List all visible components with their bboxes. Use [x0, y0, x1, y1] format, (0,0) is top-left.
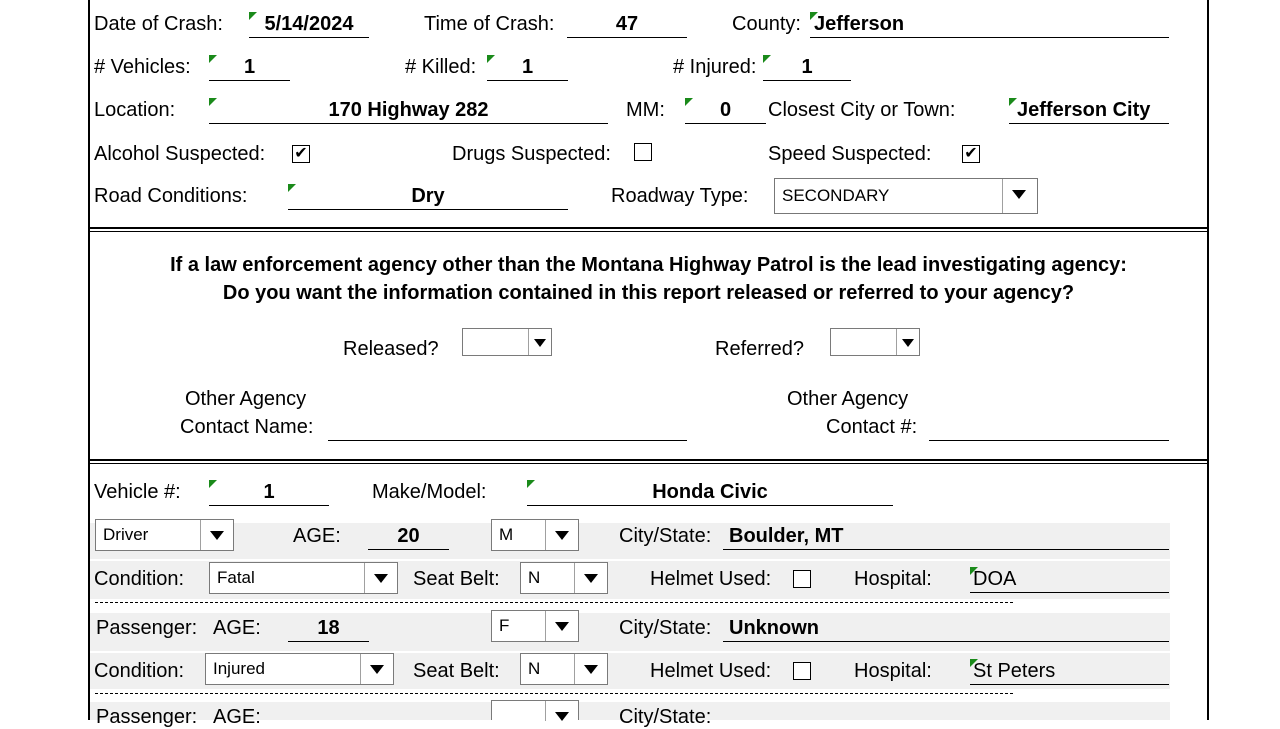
occupant-divider	[95, 602, 1013, 603]
occupant-divider	[95, 693, 1013, 694]
hospital-label: Hospital:	[854, 568, 932, 590]
vehicle-number-label: Vehicle #:	[94, 481, 181, 503]
released-label: Released?	[343, 338, 439, 360]
chevron-down-icon[interactable]	[574, 654, 607, 684]
chevron-down-icon[interactable]	[896, 329, 919, 355]
referred-select[interactable]	[830, 328, 920, 356]
condition-label: Condition:	[94, 568, 185, 590]
contact-name-label-line-2: Contact Name:	[180, 416, 314, 438]
contact-number-label-line-1: Other Agency	[787, 388, 909, 410]
occupant-role-select[interactable]: Driver	[95, 519, 234, 551]
mm-label: MM:	[626, 99, 665, 121]
closest-city-label: Closest City or Town:	[768, 99, 956, 121]
city-state-label: City/State:	[619, 706, 712, 728]
contact-number-label-line-2: Contact #:	[826, 416, 918, 438]
chevron-down-icon[interactable]	[528, 329, 551, 355]
hospital-field[interactable]: DOA	[970, 567, 1169, 593]
chevron-down-icon[interactable]	[364, 563, 397, 593]
condition-select[interactable]: Fatal	[209, 562, 398, 594]
alcohol-label: Alcohol Suspected:	[94, 143, 266, 165]
road-conditions-field[interactable]: Dry	[288, 184, 568, 210]
helmet-checkbox[interactable]	[793, 662, 811, 680]
speed-checkbox[interactable]: ✔	[962, 145, 980, 163]
alcohol-checkbox[interactable]: ✔	[292, 145, 310, 163]
helmet-checkbox[interactable]	[793, 570, 811, 588]
roadway-type-select[interactable]: SECONDARY	[774, 178, 1038, 214]
location-label: Location:	[94, 99, 176, 121]
form-frame-left	[88, 0, 90, 720]
section-divider	[88, 459, 1209, 464]
vehicles-label: # Vehicles:	[94, 56, 191, 78]
age-field[interactable]: 18	[288, 616, 369, 642]
killed-field[interactable]: 1	[487, 55, 568, 81]
passenger-label: Passenger:	[96, 617, 198, 639]
chevron-down-icon[interactable]	[360, 654, 393, 684]
make-model-field[interactable]: Honda Civic	[527, 480, 893, 506]
time-field[interactable]: 47	[567, 12, 687, 38]
county-field[interactable]: Jefferson	[810, 12, 1169, 38]
sex-select[interactable]	[491, 700, 579, 720]
date-field[interactable]: 5/14/2024	[249, 12, 369, 38]
helmet-label: Helmet Used:	[650, 660, 772, 682]
age-label: AGE:	[213, 617, 261, 639]
agency-question-line-2: Do you want the information contained in this report released or referred to your agency?	[222, 282, 1075, 304]
age-label: AGE:	[213, 706, 261, 728]
injured-label: # Injured:	[673, 56, 757, 78]
condition-label: Condition:	[94, 660, 185, 682]
contact-name-label-line-1: Other Agency	[185, 388, 307, 410]
released-select[interactable]	[462, 328, 552, 356]
helmet-label: Helmet Used:	[650, 568, 772, 590]
agency-question-line-1: If a law enforcement agency other than the Montana Highway Patrol is the lead investigating agency:	[170, 254, 1127, 276]
form-frame-right	[1207, 0, 1209, 720]
drugs-label: Drugs Suspected:	[452, 143, 611, 165]
age-field[interactable]: 20	[368, 524, 449, 550]
vehicle-number-field[interactable]: 1	[209, 480, 329, 506]
time-label: Time of Crash:	[424, 13, 555, 35]
chevron-down-icon[interactable]	[574, 563, 607, 593]
passenger-label: Passenger:	[96, 706, 198, 728]
contact-name-field[interactable]	[328, 415, 687, 441]
speed-label: Speed Suspected:	[768, 143, 932, 165]
condition-select[interactable]: Injured	[205, 653, 394, 685]
chevron-down-icon[interactable]	[545, 611, 578, 641]
sex-select[interactable]: F	[491, 610, 579, 642]
location-field[interactable]: 170 Highway 282	[209, 98, 608, 124]
seat-belt-select[interactable]: N	[520, 653, 608, 685]
seat-belt-select[interactable]: N	[520, 562, 608, 594]
closest-city-field[interactable]: Jefferson City	[1009, 98, 1169, 124]
hospital-label: Hospital:	[854, 660, 932, 682]
city-state-label: City/State:	[619, 525, 712, 547]
city-state-label: City/State:	[619, 617, 712, 639]
make-model-label: Make/Model:	[372, 481, 487, 503]
seat-belt-label: Seat Belt:	[413, 660, 500, 682]
injured-field[interactable]: 1	[763, 55, 851, 81]
age-label: AGE:	[293, 525, 341, 547]
chevron-down-icon[interactable]	[200, 520, 233, 550]
sex-select[interactable]: M	[491, 519, 579, 551]
referred-label: Referred?	[715, 338, 804, 360]
drugs-checkbox[interactable]	[634, 143, 652, 161]
hospital-field[interactable]: St Peters	[970, 659, 1169, 685]
city-state-field[interactable]: Unknown	[723, 616, 1169, 642]
chevron-down-icon[interactable]	[1002, 179, 1037, 213]
section-divider	[88, 227, 1209, 232]
mm-field[interactable]: 0	[685, 98, 766, 124]
road-conditions-label: Road Conditions:	[94, 185, 248, 207]
date-label: Date of Crash:	[94, 13, 223, 35]
chevron-down-icon[interactable]	[545, 520, 578, 550]
vehicles-field[interactable]: 1	[209, 55, 290, 81]
contact-number-field[interactable]	[929, 415, 1169, 441]
killed-label: # Killed:	[405, 56, 477, 78]
city-state-field[interactable]: Boulder, MT	[723, 524, 1169, 550]
roadway-type-label: Roadway Type:	[611, 185, 749, 207]
chevron-down-icon[interactable]	[545, 701, 578, 721]
county-label: County:	[732, 13, 801, 35]
seat-belt-label: Seat Belt:	[413, 568, 500, 590]
